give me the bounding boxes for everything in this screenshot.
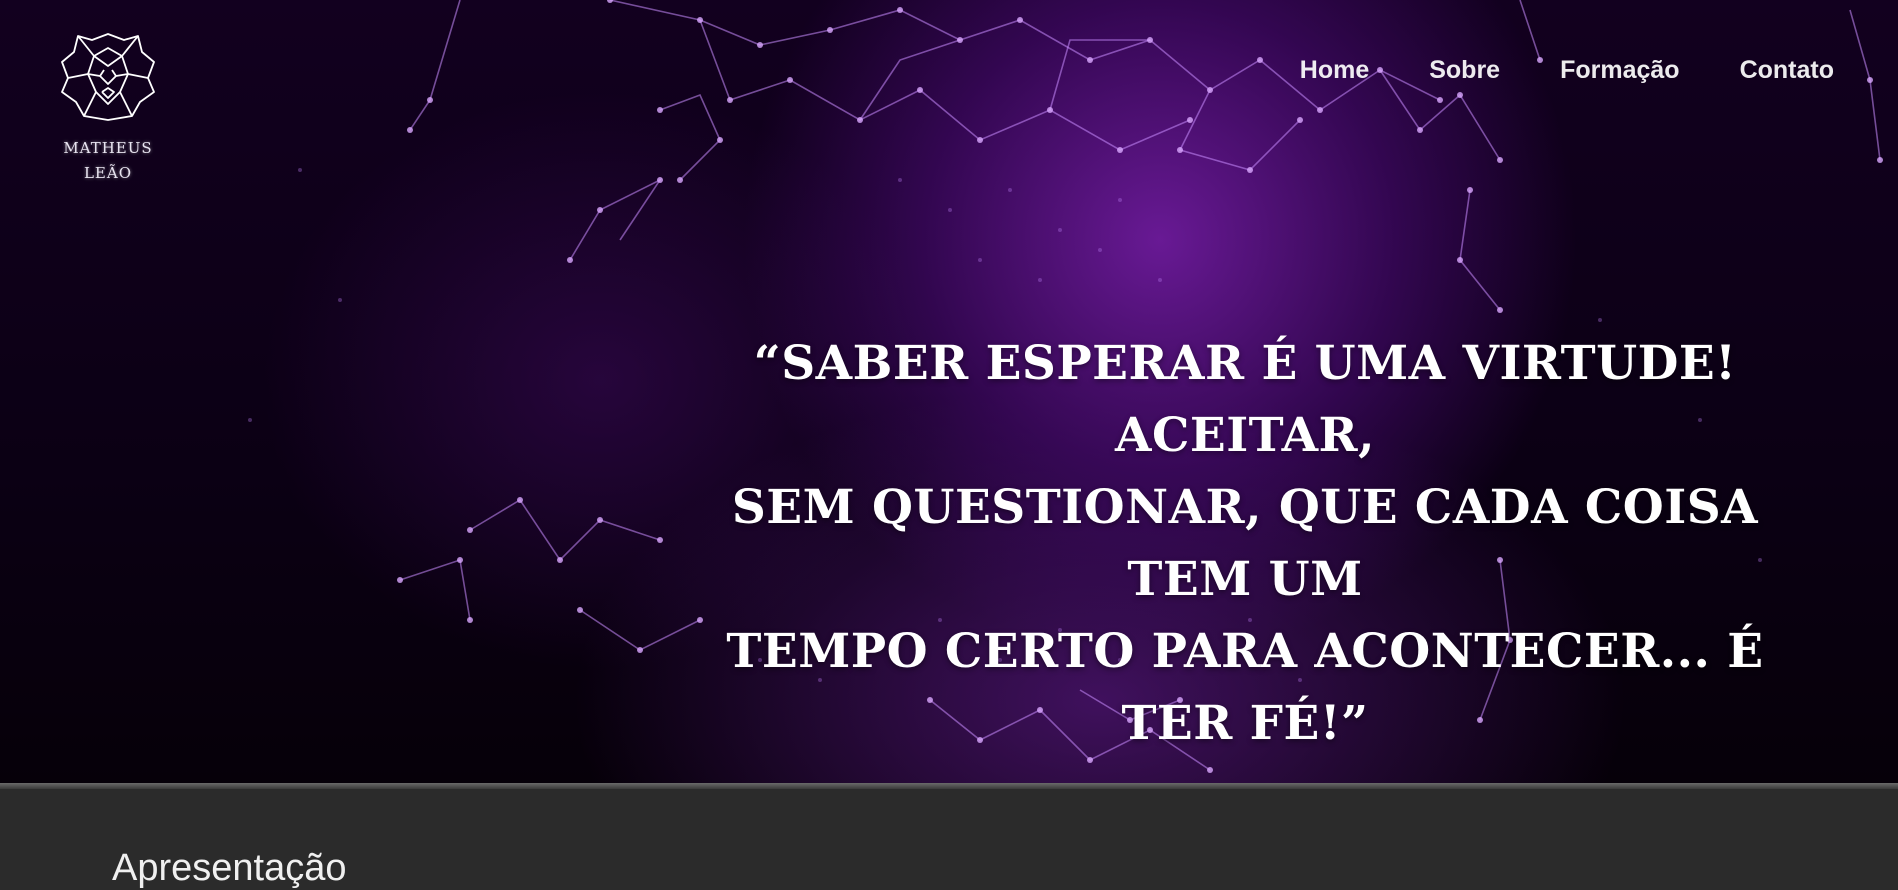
nav-home-link[interactable]: Home xyxy=(1299,56,1370,84)
hero-quote xyxy=(680,328,1810,760)
section-title: Apresentação xyxy=(112,847,347,889)
nav-formacao-link[interactable]: Formação xyxy=(1560,56,1680,84)
lion-head-icon xyxy=(58,30,158,122)
presentation-section xyxy=(0,789,1898,889)
logo-last-name: LEÃO xyxy=(83,164,133,182)
nav-sobre-link[interactable]: Sobre xyxy=(1429,56,1501,84)
nav-contato-link[interactable]: Contato xyxy=(1739,56,1834,84)
hero-quote-line: SEM QUESTIONAR, QUE CADA COISA TEM UM xyxy=(731,480,1759,607)
main-nav xyxy=(1240,56,1834,85)
logo-name xyxy=(52,136,164,186)
hero-quote-line: “SABER ESPERAR É UMA VIRTUDE! ACEITAR, xyxy=(753,336,1737,463)
hero-quote-line: TEMPO CERTO PARA ACONTECER... É TER FÉ!” xyxy=(726,624,1764,751)
logo-first-name: MATHEUS xyxy=(63,139,153,157)
brand-logo[interactable] xyxy=(52,30,164,186)
